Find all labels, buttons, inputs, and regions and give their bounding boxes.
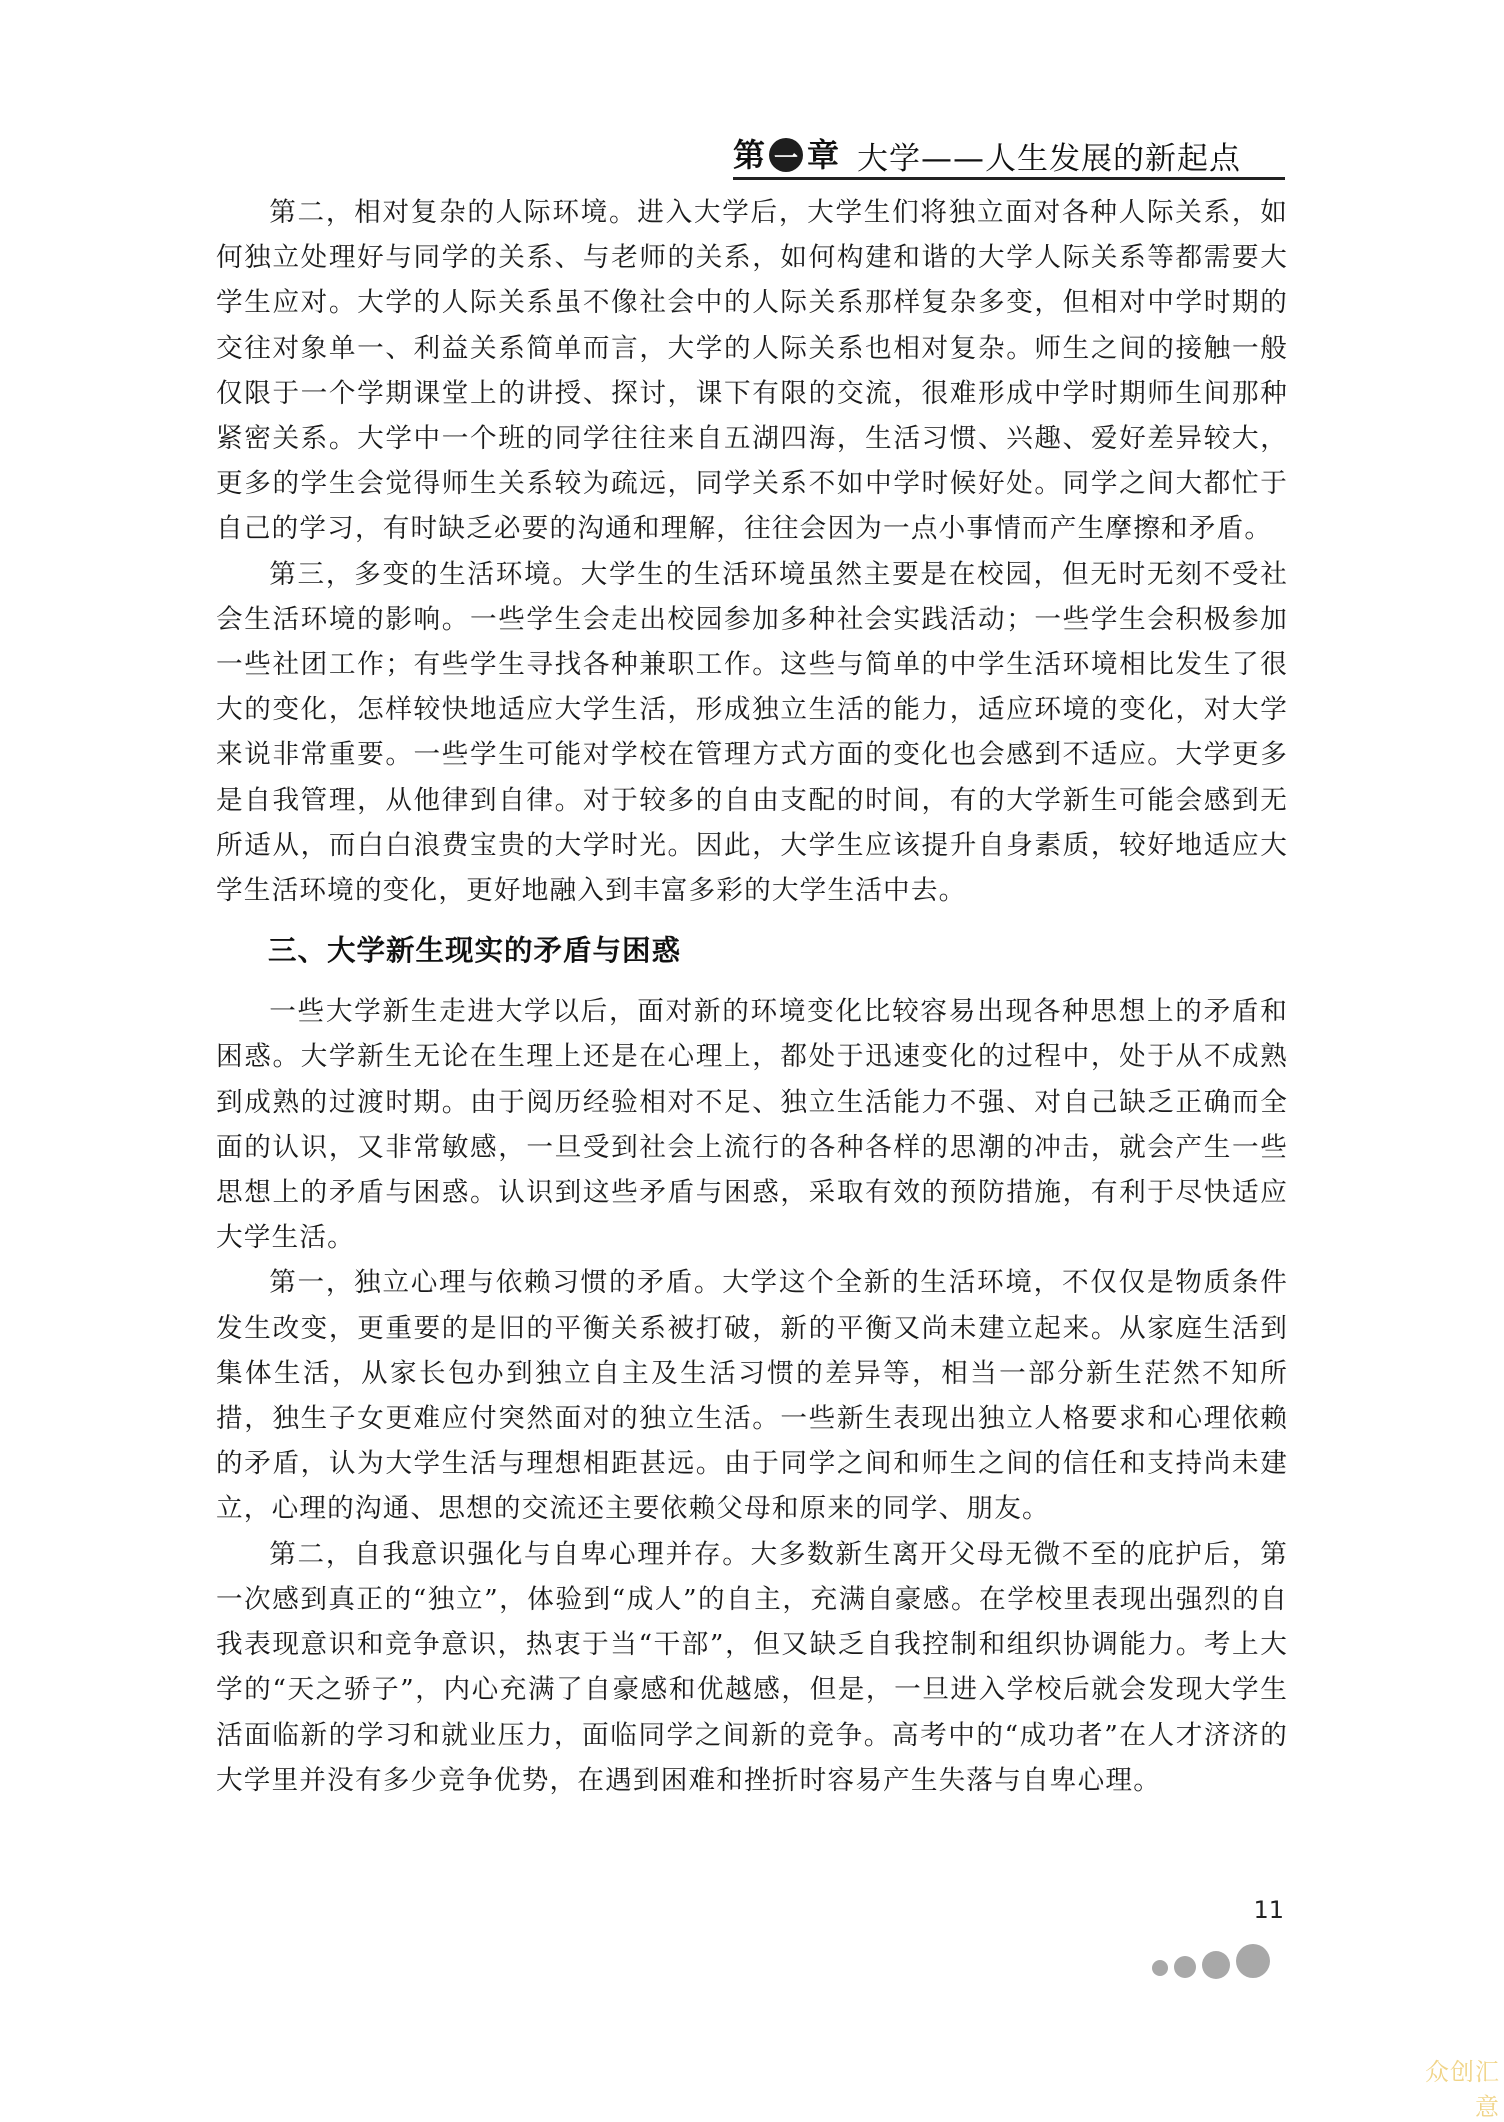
ornament-dot <box>1202 1951 1230 1979</box>
paragraph: 第三，多变的生活环境。大学生的生活环境虽然主要是在校园，但无时无刻不受社会生活环境的影响。一些学生会走出校园参加多种社会实践活动；一些学生会积极参加一些社团工作；有些学生寻找各种兼职工作。这些与简单的中学生活环境相比发生了很大的变化，怎样较快地适应大学生活，形成独立生活的能力，适应环境的变化，对大学来说非常重要。一些学生可能对学校在管理方式方面的变化也会感到不适应。大学更多是自我管理，从他律到自律。对于较多的自由支配的时间，有的大学新生可能会感到无所适从，而白白浪费宝贵的大学时光。因此，大学生应该提升自身素质，较好地适应大学生活环境的变化，更好地融入到丰富多彩的大学生活中去。 <box>216 558 1288 907</box>
chapter-suffix: 章 <box>807 136 840 174</box>
page-body <box>216 190 1288 1803</box>
chapter-prefix: 第 <box>733 136 766 174</box>
ornament-dot <box>1174 1956 1196 1978</box>
section-heading: 三、大学新生现实的矛盾与困惑 <box>268 934 682 968</box>
running-header <box>733 135 1285 175</box>
watermark: 众创汇意 <box>1425 2058 1500 2121</box>
paragraph: 第二，自我意识强化与自卑心理并存。大多数新生离开父母无微不至的庇护后，第一次感到真正的“独立”，体验到“成人”的自主，充满自豪感。在学校里表现出强烈的自我表现意识和竞争意识，热衷于当“干部”，但又缺乏自我控制和组织协调能力。考上大学的“天之骄子”，内心充满了自豪感和优越感，但是，一旦进入学校后就会发现大学生活面临新的学习和就业压力，面临同学之间新的竞争。高考中的“成功者”在人才济济的大学里并没有多少竞争优势，在遇到困难和挫折时容易产生失落与自卑心理。 <box>216 1538 1288 1796</box>
ornament-dot <box>1236 1944 1270 1978</box>
chapter-label <box>733 135 839 175</box>
header-rule <box>733 177 1285 180</box>
paragraph: 第一，独立心理与依赖习惯的矛盾。大学这个全新的生活环境，不仅仅是物质条件发生改变，更重要的是旧的平衡关系被打破，新的平衡又尚未建立起来。从家庭生活到集体生活，从家长包办到独立自主及生活习惯的差异等，相当一部分新生茫然不知所措，独生子女更难应付突然面对的独立生活。一些新生表现出独立人格要求和心理依赖的矛盾，认为大学生活与理想相距甚远。由于同学之间和师生之间的信任和支持尚未建立，心理的沟通、思想的交流还主要依赖父母和原来的同学、朋友。 <box>216 1267 1288 1525</box>
page-dots-ornament <box>1148 1940 1288 1980</box>
paragraph: 一些大学新生走进大学以后，面对新的环境变化比较容易出现各种思想上的矛盾和困惑。大学新生无论在生理上还是在心理上，都处于迅速变化的过程中，处于从不成熟到成熟的过渡时期。由于阅历经验相对不足、独立生活能力不强、对自己缺乏正确而全面的认识，又非常敏感，一旦受到社会上流行的各种各样的思潮的冲击，就会产生一些思想上的矛盾与困惑。认识到这些矛盾与困惑，采取有效的预防措施，有利于尽快适应大学生活。 <box>216 996 1288 1254</box>
chapter-title: 大学——人生发展的新起点 <box>857 140 1242 177</box>
page-number: 11 <box>1253 1896 1284 1924</box>
paragraph: 第二，相对复杂的人际环境。进入大学后，大学生们将独立面对各种人际关系，如何独立处理好与同学的关系、与老师的关系，如何构建和谐的大学人际关系等都需要大学生应对。大学的人际关系虽不像社会中的人际关系那样复杂多变，但相对中学时期的交往对象单一、利益关系简单而言，大学的人际关系也相对复杂。师生之间的接触一般仅限于一个学期课堂上的讲授、探讨，课下有限的交流，很难形成中学时期师生间那种紧密关系。大学中一个班的同学往往来自五湖四海，生活习惯、兴趣、爱好差异较大，更多的学生会觉得师生关系较为疏远，同学关系不如中学时候好处。同学之间大都忙于自己的学习，有时缺乏必要的沟通和理解，往往会因为一点小事情而产生摩擦和矛盾。 <box>216 197 1288 545</box>
ornament-dot <box>1152 1960 1168 1976</box>
chapter-number-badge: 一 <box>769 138 803 172</box>
